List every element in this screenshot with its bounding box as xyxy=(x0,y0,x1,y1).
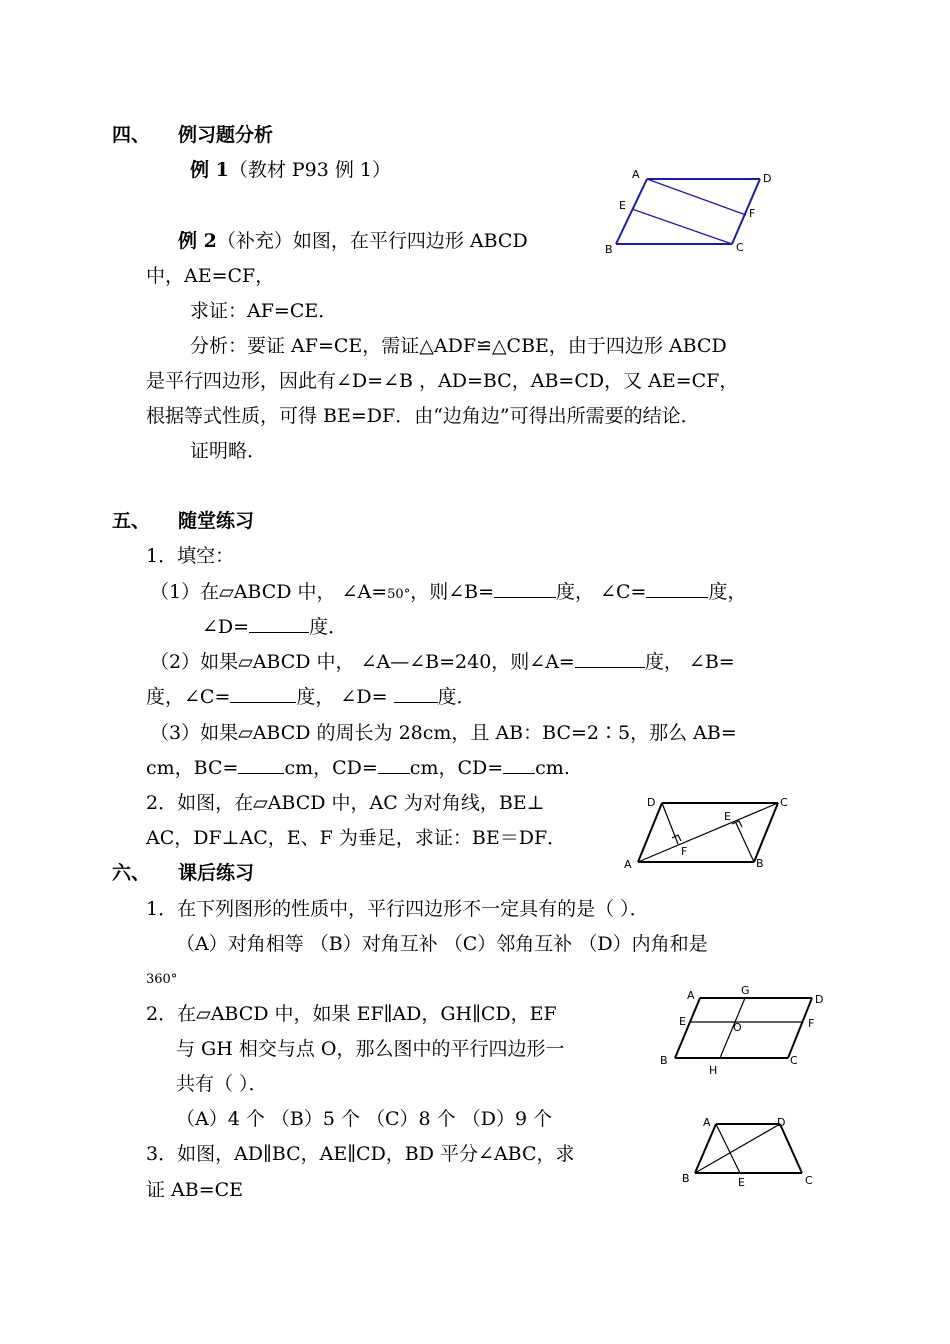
fig3-label-a: A xyxy=(687,989,695,1002)
s6-q2-line1: 2．在▱ABCD 中，如果 EF∥AD，GH∥CD，EF xyxy=(146,1003,557,1025)
fig4-label-a: A xyxy=(703,1116,711,1129)
s5-q1-2-text-e: 度． xyxy=(437,686,476,708)
s5-q1-part2-line1 xyxy=(150,649,735,675)
example2-line2: 中，AE=CF， xyxy=(146,265,275,287)
s5-q2-line1: 2．如图，在▱ABCD 中，AC 为对角线，BE⊥ xyxy=(146,792,545,814)
figure-parallelogram-ef-gh xyxy=(658,984,838,1079)
fig1-label-f: F xyxy=(749,207,756,220)
s5-q1-1-text-e: ∠D= xyxy=(202,616,250,638)
s6-q2-line2: 与 GH 相交与点 O，那么图中的平行四边形一 xyxy=(176,1038,565,1060)
figure-trapezoid-abcd xyxy=(678,1110,828,1190)
fig2-segment-df xyxy=(662,803,678,844)
section6-number: 六、 xyxy=(112,862,151,884)
example2-line1 xyxy=(178,228,528,254)
fig4-side-dc xyxy=(780,1124,802,1173)
section5-title: 随堂练习 xyxy=(178,510,255,532)
fig3-side-ab xyxy=(675,998,700,1058)
s6-q3-line2: 证 AB=CE xyxy=(146,1179,244,1201)
fig3-label-b: B xyxy=(660,1054,668,1067)
analysis-line3: 根据等式性质，可得 BE=DF．由“边角边”可得出所需要的结论． xyxy=(146,405,700,427)
s5-q1-2-text-a: （2）如果▱ABCD 中， ∠A—∠B=240，则∠A= xyxy=(150,651,575,673)
fig4-label-e: E xyxy=(738,1176,745,1189)
fig4-segment-bd xyxy=(695,1124,780,1173)
s5-q1-3-text-d: cm，CD= xyxy=(409,757,504,779)
fig2-segment-be xyxy=(736,823,754,862)
example2-label: 例 2 xyxy=(178,230,217,252)
s5-q1-part3-line2 xyxy=(146,755,570,781)
s6-q1: 1．在下列图形的性质中，平行四边形不一定具有的是（ ）． xyxy=(146,898,649,920)
answer-blank[interactable] xyxy=(230,684,296,703)
s5-q1-part3-line1: （3）如果▱ABCD 的周长为 28cm，且 AB：BC=2∶5，那么 AB= xyxy=(150,722,737,744)
section6-title: 课后练习 xyxy=(178,862,255,884)
s5-q1-3-text-e: cm. xyxy=(535,757,570,779)
prove-statement: 求证：AF=CE． xyxy=(190,300,338,322)
fig3-label-h: H xyxy=(709,1064,718,1077)
answer-blank[interactable] xyxy=(503,755,535,774)
section4-number: 四、 xyxy=(112,124,151,146)
fig1-label-b: B xyxy=(605,243,613,256)
fig1-label-d: D xyxy=(763,172,772,185)
example2-text: （补充）如图，在平行四边形 ABCD xyxy=(216,230,528,252)
analysis-line2: 是平行四边形，因此有∠D=∠B ，AD=BC，AB=CD，又 AE=CF， xyxy=(146,370,739,392)
s6-q1-tail: 360° xyxy=(146,972,178,987)
s5-q2-line2: AC，DF⊥AC，E、F 为垂足，求证：BE＝DF． xyxy=(146,827,567,849)
analysis-line1: 分析：要证 AF=CE，需证△ADF≌△CBE，由于四边形 ABCD xyxy=(190,335,727,357)
example1-text: （教材 P93 例 1） xyxy=(228,159,392,181)
fig2-label-c: C xyxy=(780,796,788,809)
answer-blank[interactable] xyxy=(646,579,708,598)
fig3-label-c: C xyxy=(790,1054,798,1067)
figure-parallelogram-abcd-ef xyxy=(600,165,780,255)
fig1-label-a: A xyxy=(632,168,640,181)
section5-number: 五、 xyxy=(112,510,151,532)
s5-q1-part1-line2 xyxy=(202,614,347,640)
fig1-segment-af xyxy=(647,179,746,215)
fig2-label-b: B xyxy=(756,857,764,870)
s6-q3-line1: 3．如图，AD∥BC，AE∥CD，BD 平分∠ABC，求 xyxy=(146,1143,575,1165)
example1 xyxy=(190,157,391,183)
fig3-label-e: E xyxy=(679,1015,686,1028)
s5-q1-2-text-d: 度， ∠D= xyxy=(296,686,394,708)
s5-q1-1-degree: 50° xyxy=(387,587,411,602)
fig2-label-e: E xyxy=(724,810,731,823)
s6-q2-line3: 共有（ ）． xyxy=(176,1073,268,1095)
fig2-label-a: A xyxy=(624,858,632,871)
s5-q1-part2-line2 xyxy=(146,684,476,710)
s5-q1-1-text-d: 度， xyxy=(708,581,747,603)
fig3-label-f: F xyxy=(808,1017,815,1030)
answer-blank[interactable] xyxy=(575,649,645,668)
fig4-label-c: C xyxy=(805,1174,813,1187)
proof-omitted: 证明略． xyxy=(190,440,267,462)
s5-q1-heading: 1．填空： xyxy=(146,545,235,567)
fig1-label-c: C xyxy=(736,241,744,254)
s5-q1-1-text-f: 度． xyxy=(309,616,348,638)
fig4-label-d: D xyxy=(777,1116,786,1129)
s5-q1-2-text-b: 度， ∠B= xyxy=(644,651,735,673)
s6-q1-options: （A）对角相等 （B）对角互补 （C）邻角互补 （D）内角和是 xyxy=(176,933,708,955)
fig2-label-d: D xyxy=(647,796,656,809)
section4-title: 例习题分析 xyxy=(178,124,274,146)
fig4-side-ab xyxy=(695,1124,716,1173)
fig4-label-b: B xyxy=(682,1172,690,1185)
fig3-label-o: O xyxy=(733,1021,742,1034)
s5-q1-2-text-c: 度，∠C= xyxy=(146,686,231,708)
s5-q1-1-text-c: 度， ∠C= xyxy=(556,581,647,603)
answer-blank[interactable] xyxy=(238,755,284,774)
s5-q1-1-text-a: （1）在▱ABCD 中， ∠A= xyxy=(150,581,388,603)
s5-q1-3-text-c: cm，CD= xyxy=(284,757,378,779)
fig3-label-d: D xyxy=(815,993,824,1006)
fig1-segment-ec xyxy=(632,209,732,244)
answer-blank[interactable] xyxy=(394,684,438,703)
answer-blank[interactable] xyxy=(378,755,410,774)
example1-label: 例 1 xyxy=(190,159,229,181)
fig2-label-f: F xyxy=(681,845,688,858)
answer-blank[interactable] xyxy=(494,579,556,598)
answer-blank[interactable] xyxy=(249,614,309,633)
s5-q1-1-text-b: ，则∠B= xyxy=(410,581,495,603)
figure-parallelogram-diagonal-ac xyxy=(620,792,800,872)
fig1-label-e: E xyxy=(619,199,626,212)
fig3-label-g: G xyxy=(741,984,750,997)
s5-q1-part1-line1 xyxy=(150,579,746,608)
s5-q1-3-text-b: cm，BC= xyxy=(146,757,239,779)
s6-q2-options: （A）4 个 （B）5 个 （C）8 个 （D）9 个 xyxy=(176,1108,553,1130)
